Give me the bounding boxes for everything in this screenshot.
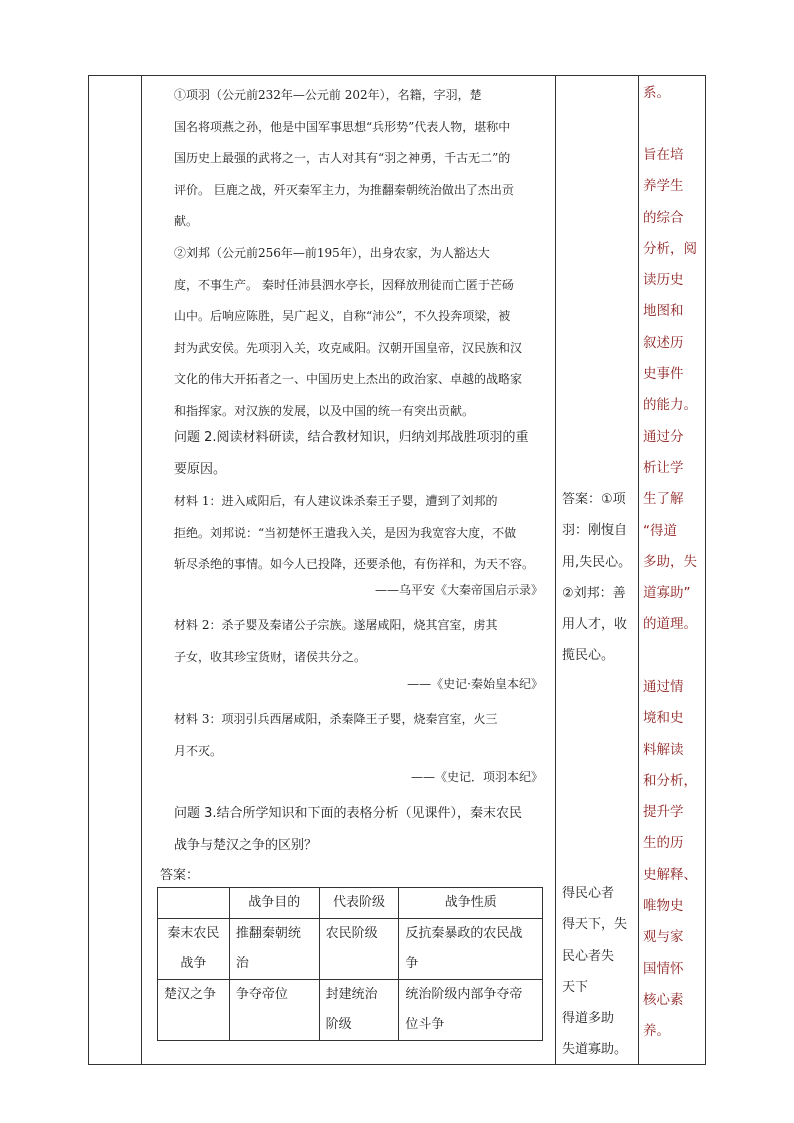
material-1-source: ——乌平安《大秦帝国启示录》 — [374, 583, 543, 597]
intent-literacy: 通过情 境和史 料解读 和分析， 提升学 生的历 史解释、 唯物史 观与家 国情怀 核心素 养。 — [643, 679, 697, 1040]
table-header-cell — [158, 888, 230, 919]
answer-question-2: 答案：①项 羽：刚愎自 用,失民心。 ②刘邦：善 用人才，收 揽民心。 — [562, 492, 632, 664]
answer-question-3: 得民心者 得天下，失 民心者失 天下 得道多助 失道寡助。 — [562, 886, 628, 1058]
table-cell: 争夺帝位 — [229, 980, 319, 1041]
table-cell: 楚汉之争 — [158, 980, 230, 1041]
table-cell: 反抗秦暴政的农民战 争 — [399, 919, 543, 980]
material-1: 材料 1：进入咸阳后，有人建议诛杀秦王子婴，遭到了刘邦的 拒绝。刘邦说：“当初楚怀王遣我入关，是因为我宽容大度，不做 斩尽杀绝的事情。如今人已投降，还要杀他，有伤祥和，为天不容。 — [174, 494, 535, 571]
material-3-source: ——《史记．项羽本纪》 — [410, 770, 543, 784]
table-cell: 封建统治 阶级 — [319, 980, 399, 1041]
table-row — [158, 919, 543, 980]
lesson-table — [88, 75, 706, 1065]
table-header-cell: 战争性质 — [399, 888, 543, 919]
liubang-bio: ②刘邦（公元前256年—前195年），出身农家，为人豁达大 度，不事生产。 秦时任沛县泗水亭长，因释放刑徒而亡匿于芒砀 山中。后响应陈胜，吴广起义，自称“沛公”，不久投奔项梁，被 封为武安侯。先项羽入关，攻克咸阳。汉朝开国皇帝，汉民族和汉 文化的伟大开拓者之一、中国历史上杰出的政治家、卓越的战略家 和指挥家。对汉族的发展，以及中国的统一有突出贡献。 — [174, 246, 523, 418]
comparison-table — [157, 887, 543, 1041]
question-2: 问题 2.阅读材料研读，结合教材知识，归纳刘邦战胜项羽的重 要原因。 — [174, 430, 529, 477]
table-cell: 推翻秦朝统 治 — [229, 919, 319, 980]
intent-analysis: 旨在培 养学生 的综合 分析，阅 读历史 地图和 叙述历 史事件 的能力。 通过分 析让学 生了解 “得道 多助，失 道寡助” 的道理。 — [643, 147, 697, 633]
table-row — [158, 980, 543, 1041]
question-3: 问题 3.结合所学知识和下面的表格分析（见课件），秦末农民 战争与楚汉之争的区别？ — [174, 806, 523, 853]
material-2: 材料 2：杀子婴及秦诸公子宗族。遂屠咸阳，烧其宫室，虏其 子女，收其珍宝货财，诸侯共分之。 — [174, 618, 498, 664]
answer-label: 答案： — [160, 868, 200, 883]
table-cell: 统治阶级内部争夺帝 位斗争 — [399, 980, 543, 1041]
table-header-cell: 代表阶级 — [319, 888, 399, 919]
material-2-source: ——《史记·秦始皇本纪》 — [407, 677, 543, 691]
material-3: 材料 3：项羽引兵西屠咸阳，杀秦降王子婴，烧秦宫室，火三 月不灭。 — [174, 712, 498, 758]
teaching-content-cell — [142, 76, 555, 1064]
table-cell: 农民阶级 — [319, 919, 399, 980]
table-cell: 秦末农民 战争 — [158, 919, 230, 980]
table-header-row — [158, 888, 543, 919]
xiangyu-bio: ①项羽（公元前232年—公元前 202年），名籍，字羽，楚 国名将项燕之孙，他是中国军事思想“兵形势”代表人物，堪称中 国历史上最强的武将之一，古人对其有“羽之神勇，千古无二”的 评价。 巨鹿之战，歼灭秦军主力，为推翻秦朝统治做出了杰出贡 献。 — [174, 88, 514, 228]
design-intent-cell — [639, 76, 706, 1064]
intent-top: 系。 — [643, 85, 670, 101]
student-activity-cell — [556, 76, 638, 1064]
table-header-cell: 战争目的 — [229, 888, 319, 919]
